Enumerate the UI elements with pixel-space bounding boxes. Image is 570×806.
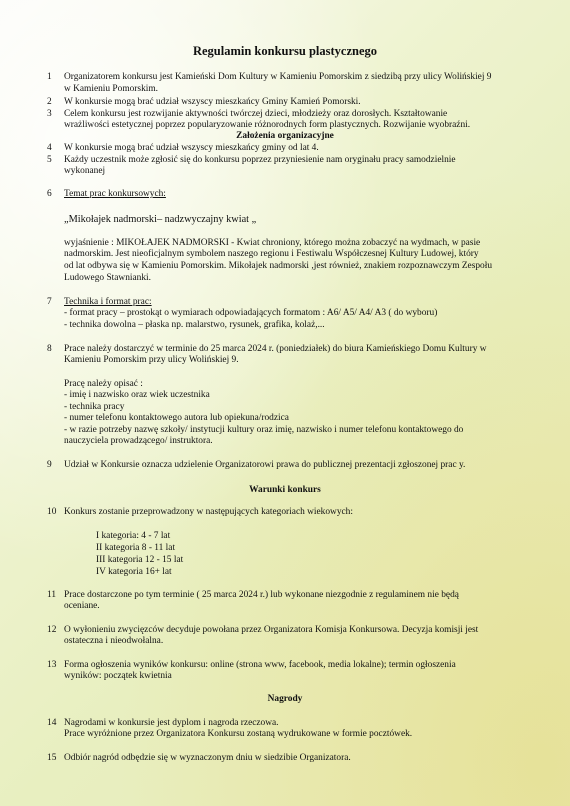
item-text: wykonanej — [64, 166, 106, 176]
item-text: wyjaśnienie : MIKOŁAJEK NADMORSKI - Kwiat chroniony, którego można zobaczyć na wydmach, w pasie — [64, 238, 481, 248]
section-heading: Założenia organizacyjne — [236, 131, 334, 141]
item-number: 14 — [47, 718, 57, 728]
item-text: Prace dostarczone po tym terminie ( 25 marca 2024 r.) lub wykonane niezgodnie z regulaminem nie będą — [64, 590, 459, 600]
item-text: Konkurs zostanie przeprowadzony w następujących kategoriach wiekowych: — [64, 507, 353, 517]
item-number: 15 — [47, 753, 57, 763]
item-text: ostateczna i nieodwołalna. — [64, 636, 164, 646]
item-text: wyników: początek kwietnia — [64, 671, 172, 681]
document-title: Regulamin konkursu plastycznego — [192, 44, 378, 58]
category-item: III kategoria 12 - 15 lat — [96, 555, 184, 565]
item-number: 12 — [47, 625, 57, 635]
theme-text: „Mikołajek nadmorski– nadzwyczajny kwiat „ — [64, 214, 257, 225]
item-heading: Temat prac konkursowych: — [64, 189, 166, 199]
item-number: 1 — [47, 72, 52, 82]
item-text: od lat odbywa się w Kamieniu Pomorskim. Mikołajek nadmorski ,jest również, znakiem rozpoznawczym Zespołu — [64, 261, 493, 271]
item-text: Celem konkursu jest rozwijanie aktywności twórczej dzieci, młodzieży oraz dorosłych. Kształtowanie — [64, 109, 448, 119]
item-text: Prace należy dostarczyć w terminie do 25 marca 2024 r. (poniedziałek) do biura Kamieńskiego Domu Kultury w — [64, 344, 487, 354]
item-text: Prace wyróżnione przez Organizatora Konkursu zostaną wydrukowane w formie pocztówek. — [64, 729, 413, 739]
item-number: 5 — [47, 155, 52, 165]
item-text: - numer telefonu kontaktowego autora lub opiekuna/rodzica — [64, 413, 289, 423]
category-item: I kategoria: 4 - 7 lat — [96, 531, 171, 541]
item-text: - technika pracy — [64, 402, 125, 412]
section-heading: Nagrody — [267, 694, 303, 704]
item-text: Organizatorem konkursu jest Kamieński Dom Kultury w Kamieniu Pomorskim z siedzibą przy ulicy Wolińskiej 9 — [64, 72, 492, 82]
item-text: Kamieniu Pomorskim przy ulicy Wolińskiej 9. — [64, 355, 239, 365]
item-text: Odbiór nagród odbędzie się w wyznaczonym dniu w siedzibie Organizatora. — [64, 753, 351, 763]
item-text: wrażliwości estetycznej poprzez popularyzowanie różnorodnych form plastycznych. Rozwijanie wyobraźni. — [64, 120, 471, 130]
item-text: - technika dowolna – płaska np. malarstwo, rysunek, grafika, kolaż,... — [64, 320, 325, 330]
item-number: 7 — [47, 297, 52, 307]
item-number: 3 — [47, 109, 52, 119]
item-number: 8 — [47, 344, 52, 354]
item-number: 11 — [47, 590, 57, 600]
item-text: Każdy uczestnik może zgłosić się do konkursu poprzez przyniesienie nam oryginału pracy samodzielnie — [64, 155, 456, 165]
item-text: Udział w Konkursie oznacza udzielenie Organizatorowi prawa do publicznej prezentacji zgłoszonej prac y. — [64, 460, 466, 470]
item-heading: Technika i format prac: — [64, 297, 152, 307]
item-text: Pracę należy opisać : — [64, 379, 143, 389]
category-item: II kategoria 8 - 11 lat — [96, 543, 176, 553]
section-heading: Warunki konkurs — [249, 485, 321, 495]
item-number: 9 — [47, 460, 52, 470]
item-text: - w razie potrzeby nazwę szkoły/ instytucji kultury oraz imię, nazwisko i numer telefonu kontaktowego do — [64, 425, 464, 435]
item-text: - format pracy – prostokąt o wymiarach odpowiadających formatom : A6/ A5/ A4/ A3 ( do wyboru) — [64, 308, 438, 318]
item-number: 6 — [47, 189, 52, 199]
item-text: O wyłonieniu zwycięzców decyduje powołana przez Organizatora Komisja Konkursowa. Decyzja komisji jest — [64, 625, 479, 635]
item-number: 10 — [47, 507, 57, 517]
item-text: W konkursie mogą brać udział wszyscy mieszkańcy Gminy Kamień Pomorski. — [64, 97, 361, 107]
item-text: Forma ogłoszenia wyników konkursu: online (strona www, facebook, media lokalne); termin ogłoszenia — [64, 660, 456, 670]
item-text: nauczyciela prowadzącego/ instruktora. — [64, 436, 213, 446]
item-number: 2 — [47, 97, 52, 107]
item-number: 13 — [47, 660, 57, 670]
category-item: IV kategoria 16+ lat — [96, 567, 172, 577]
item-text: nadmorskim. Jest nieoficjalnym symbolem naszego regionu i Festiwalu Współczesnej Kultury Ludowej, który — [64, 249, 479, 259]
item-text: Ludowego Stawnianki. — [64, 273, 151, 283]
item-text: - imię i nazwisko oraz wiek uczestnika — [64, 390, 210, 400]
item-text: w Kamieniu Pomorskim. — [64, 84, 159, 94]
item-text: W konkursie mogą brać udział wszyscy mieszkańcy gminy od lat 4. — [64, 143, 319, 153]
item-number: 4 — [47, 143, 52, 153]
item-text: oceniane. — [64, 601, 100, 611]
item-text: Nagrodami w konkursie jest dyplom i nagroda rzeczowa. — [64, 718, 279, 728]
